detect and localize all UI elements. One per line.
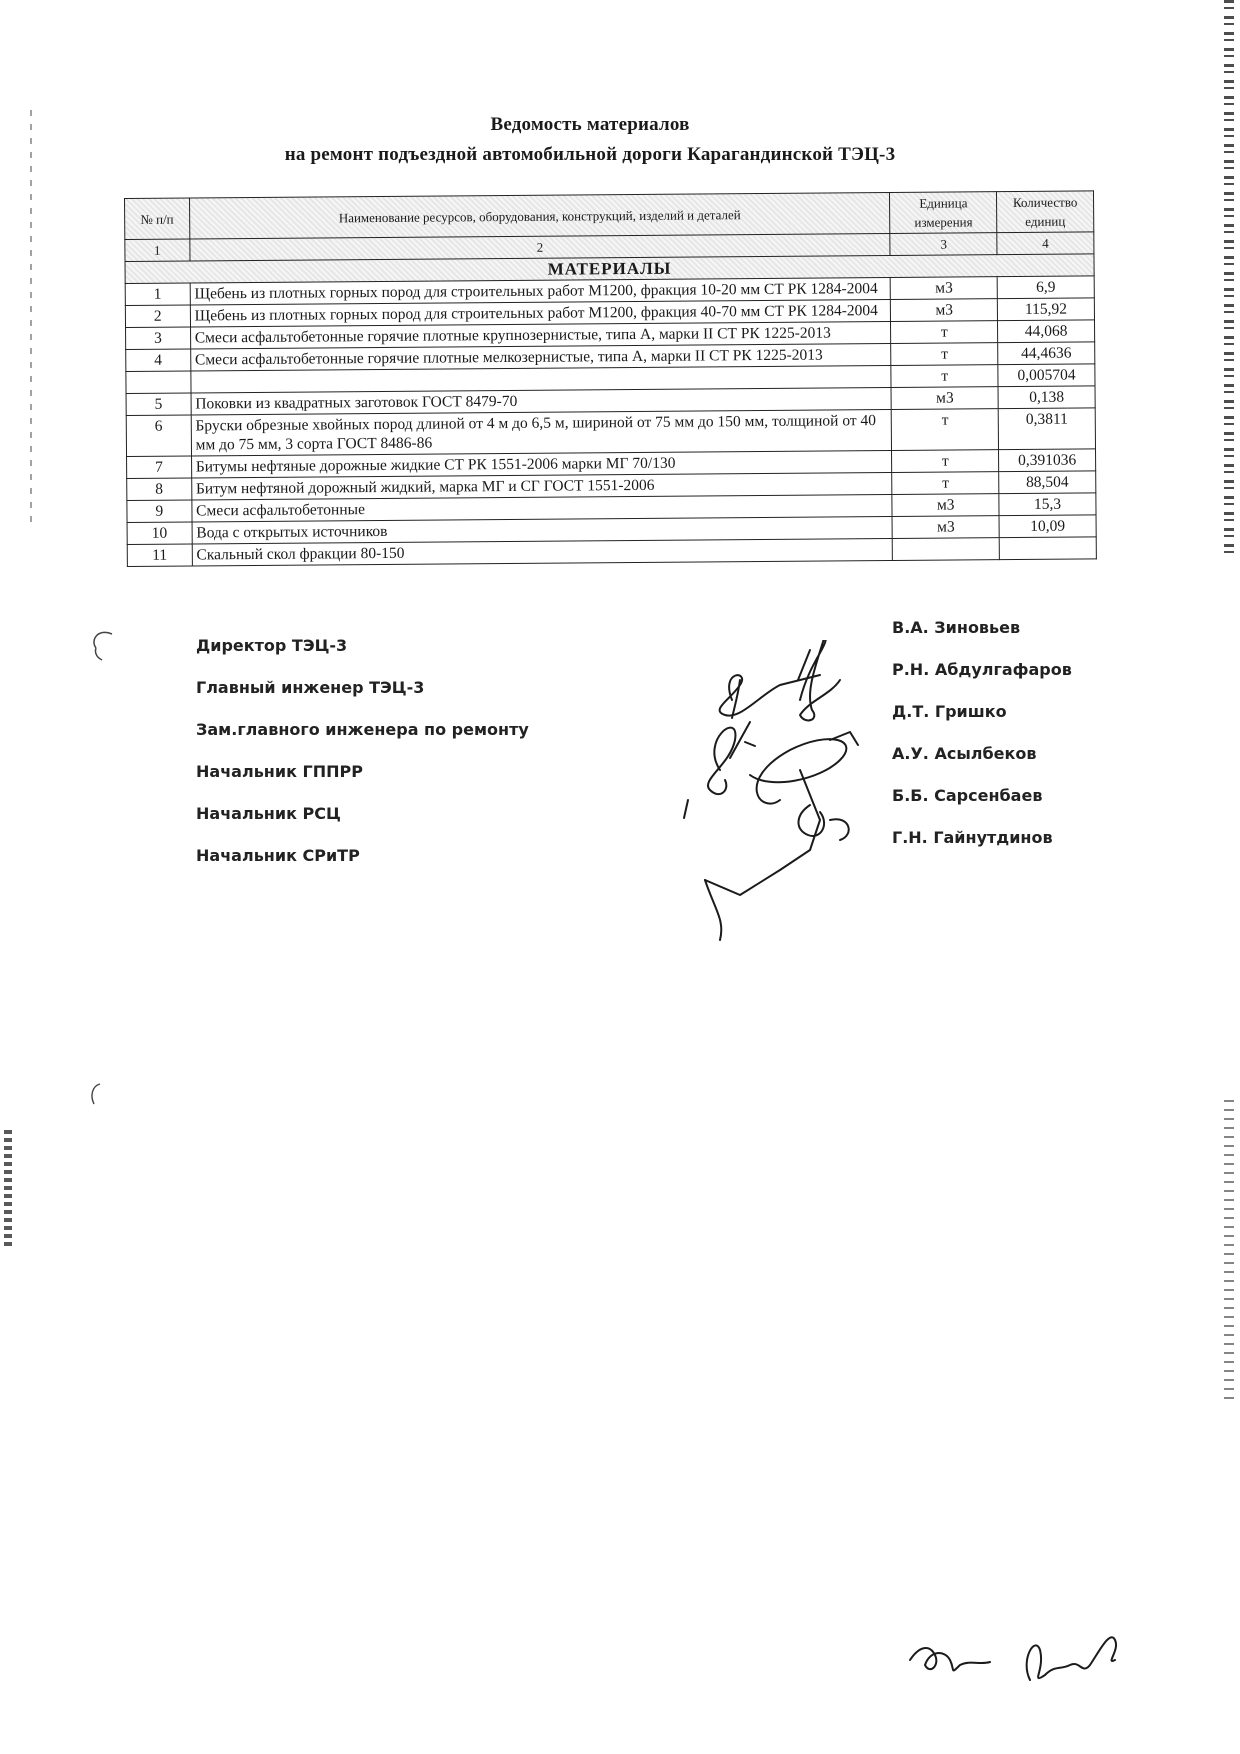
row-unit xyxy=(893,538,1000,561)
row-quantity xyxy=(999,537,1096,560)
signatory-name: В.А. Зиновьев xyxy=(892,618,1021,637)
row-unit: т xyxy=(891,343,998,366)
row-quantity: 44,068 xyxy=(998,320,1095,343)
row-unit: т xyxy=(892,450,999,473)
section-title: МАТЕРИАЛЫ xyxy=(125,254,1094,284)
header-qty: Количество единиц xyxy=(997,191,1094,233)
row-unit: м3 xyxy=(892,516,999,539)
scan-mark-icon xyxy=(88,626,118,666)
header-unit: Единица измерения xyxy=(890,192,997,234)
row-name: Бруски обрезные хвойных пород длиной от 4 м до 6,5 м, шириной от 75 мм до 150 мм, толщиной от 40 мм до 75 мм, 3 сорта ГОСТ 8486-86 xyxy=(191,409,892,456)
row-unit: т xyxy=(891,321,998,344)
scan-artifact-left-lower xyxy=(4,1130,12,1250)
row-name: Поковки из квадратных заготовок ГОСТ 8479-70 xyxy=(191,387,892,415)
colnum-2: 2 xyxy=(190,233,891,261)
row-quantity: 10,09 xyxy=(999,515,1096,538)
corner-initials-signature xyxy=(900,1620,1160,1710)
document-subtitle: на ремонт подъездной автомобильной дороги Карагандинской ТЭЦ-3 xyxy=(284,144,896,165)
row-name: Смеси асфальтобетонные xyxy=(192,494,893,522)
row-number: 2 xyxy=(125,305,190,328)
row-number: 1 xyxy=(125,283,190,306)
row-unit: м3 xyxy=(892,494,999,517)
row-quantity: 88,504 xyxy=(999,471,1096,494)
signatory-position: Начальник ГППРР xyxy=(196,762,363,781)
signatory-position: Директор ТЭЦ-3 xyxy=(196,636,348,655)
row-number: 6 xyxy=(126,415,191,457)
row-number: 9 xyxy=(127,500,192,523)
row-number: 11 xyxy=(127,544,192,567)
row-number: 5 xyxy=(126,393,191,416)
signatory-name: Д.Т. Гришко xyxy=(892,702,1007,721)
colnum-4: 4 xyxy=(997,232,1094,255)
row-unit: м3 xyxy=(891,299,998,322)
row-name: Скальный скол фракции 80-150 xyxy=(192,538,893,566)
handwritten-signatures xyxy=(680,640,900,1010)
signatory-name: Г.Н. Гайнутдинов xyxy=(892,828,1053,847)
row-name: Битум нефтяной дорожный жидкий, марка МГ и СГ ГОСТ 1551-2006 xyxy=(191,472,892,500)
colnum-3: 3 xyxy=(890,233,997,256)
row-unit: т xyxy=(892,472,999,495)
row-name: Вода с открытых источников xyxy=(192,516,893,544)
scan-mark-icon xyxy=(86,1080,106,1110)
row-number xyxy=(126,371,191,394)
signatory-position: Зам.главного инженера по ремонту xyxy=(196,720,529,739)
row-quantity: 0,3811 xyxy=(998,408,1095,450)
row-number: 7 xyxy=(127,456,192,479)
row-number: 4 xyxy=(126,349,191,372)
row-number: 3 xyxy=(126,327,191,350)
signatory-position: Главный инженер ТЭЦ-3 xyxy=(196,678,425,697)
row-quantity: 0,138 xyxy=(998,386,1095,409)
materials-table-wrapper xyxy=(124,190,1097,567)
signatory-name: А.У. Асылбеков xyxy=(892,744,1037,763)
row-name: Щебень из плотных горных пород для строительных работ М1200, фракция 10-20 мм СТ РК 1284-2004 xyxy=(190,277,891,305)
signatory-position: Начальник РСЦ xyxy=(196,804,341,823)
document-title: Ведомость материалов xyxy=(490,114,690,135)
scan-artifact-right xyxy=(1224,0,1234,560)
row-unit: т xyxy=(891,365,998,388)
header-num: № п/п xyxy=(125,198,190,240)
row-quantity: 6,9 xyxy=(997,276,1094,299)
scan-artifact-right-lower xyxy=(1224,1100,1234,1400)
row-name: Битумы нефтяные дорожные жидкие СТ РК 1551-2006 марки МГ 70/130 xyxy=(191,450,892,478)
row-name: Смеси асфальтобетонные горячие плотные мелкозернистые, типа А, марки II СТ РК 1225-2013 xyxy=(190,343,891,371)
row-number: 10 xyxy=(127,522,192,545)
signatory-name: Б.Б. Сарсенбаев xyxy=(892,786,1043,805)
row-quantity: 0,005704 xyxy=(998,364,1095,387)
header-name: Наименование ресурсов, оборудования, конструкций, изделий и деталей xyxy=(189,192,890,239)
row-quantity: 15,3 xyxy=(999,493,1096,516)
materials-table xyxy=(124,190,1097,567)
row-unit: т xyxy=(892,409,999,451)
signatory-position: Начальник СРиТР xyxy=(196,846,360,865)
row-quantity: 115,92 xyxy=(997,298,1094,321)
scan-artifact-left xyxy=(30,110,32,530)
colnum-1: 1 xyxy=(125,239,190,262)
row-quantity: 44,4636 xyxy=(998,342,1095,365)
row-unit: м3 xyxy=(891,277,998,300)
signatory-name: Р.Н. Абдулгафаров xyxy=(892,660,1072,679)
row-name: Смеси асфальтобетонные горячие плотные крупнозернистые, типа А, марки II СТ РК 1225-2013 xyxy=(190,321,891,349)
row-name: Щебень из плотных горных пород для строительных работ М1200, фракция 40-70 мм СТ РК 1284-2004 xyxy=(190,299,891,327)
row-number: 8 xyxy=(127,478,192,501)
row-quantity: 0,391036 xyxy=(999,449,1096,472)
row-unit: м3 xyxy=(891,387,998,410)
